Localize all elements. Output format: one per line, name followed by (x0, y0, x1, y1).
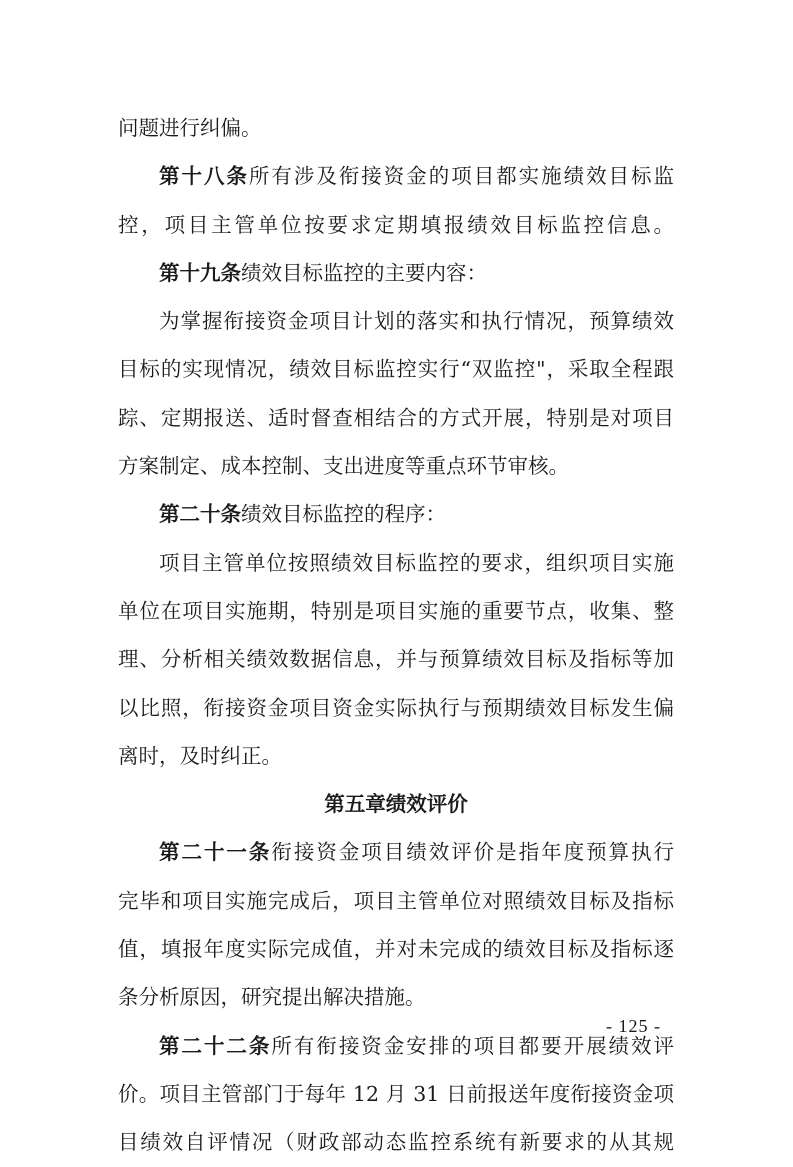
paragraph-line: 控，项目主管单位按要求定期填报绩效目标监控信息。 (118, 212, 674, 237)
article-number: 第二十一条 (159, 840, 272, 865)
article-20-heading-line: 第二十条绩效目标监控的程序： (159, 502, 446, 527)
article-number: 第十九条 (159, 260, 241, 285)
article-18-heading-line: 第十八条所有涉及衔接资金的项目都实施绩效目标监 (159, 164, 675, 189)
page-number: - 125 - (606, 1016, 661, 1036)
paragraph-line: 方案制定、成本控制、支出进度等重点环节审核。 (118, 454, 569, 479)
paragraph-line: 理、分析相关绩效数据信息，并与预算绩效目标及指标等加 (118, 647, 674, 672)
paragraph-line: 项目主管单位按照绩效目标监控的要求，组织项目实施 (159, 550, 674, 575)
chapter-heading: 第五章绩效评价 (324, 792, 468, 817)
paragraph-line: 单位在项目实施期，特别是项目实施的重要节点，收集、整 (118, 598, 674, 623)
paragraph-line: 为掌握衔接资金项目计划的落实和执行情况，预算绩效 (159, 309, 674, 334)
paragraph-line: 条分析原因，研究提出解决措施。 (118, 985, 426, 1010)
paragraph-line: 价。项目主管部门于每年 12 月 31 日前报送年度衔接资金项 (118, 1081, 674, 1106)
article-number: 第二十二条 (159, 1033, 272, 1058)
article-number: 第二十条 (159, 502, 241, 527)
paragraph-line: 目绩效自评情况（财政部动态监控系统有新要求的从其规 (118, 1130, 674, 1155)
document-body (118, 104, 674, 1167)
paragraph-line: 踪、定期报送、适时督查相结合的方式开展，特别是对项目 (118, 405, 674, 430)
article-19-heading-line: 第十九条绩效目标监控的主要内容： (159, 260, 487, 285)
paragraph-line: 目标的实现情况，绩效目标监控实行“双监控"，采取全程跟 (118, 357, 674, 382)
article-22-heading-line: 第二十二条所有衔接资金安排的项目都要开展绩效评 (159, 1033, 675, 1058)
article-number: 第十八条 (159, 164, 249, 189)
paragraph-line: 以比照，衔接资金项目资金实际执行与预期绩效目标发生偏 (118, 695, 674, 720)
paragraph-line: 完毕和项目实施完成后，项目主管单位对照绩效目标及指标 (118, 888, 674, 913)
article-21-heading-line: 第二十一条衔接资金项目绩效评价是指年度预算执行 (159, 840, 675, 865)
paragraph-line: 值，填报年度实际完成值，并对未完成的绩效目标及指标逐 (118, 937, 674, 962)
paragraph-line: 问题进行纠偏。 (118, 116, 262, 140)
paragraph-line: 离时，及时纠正。 (118, 743, 282, 768)
